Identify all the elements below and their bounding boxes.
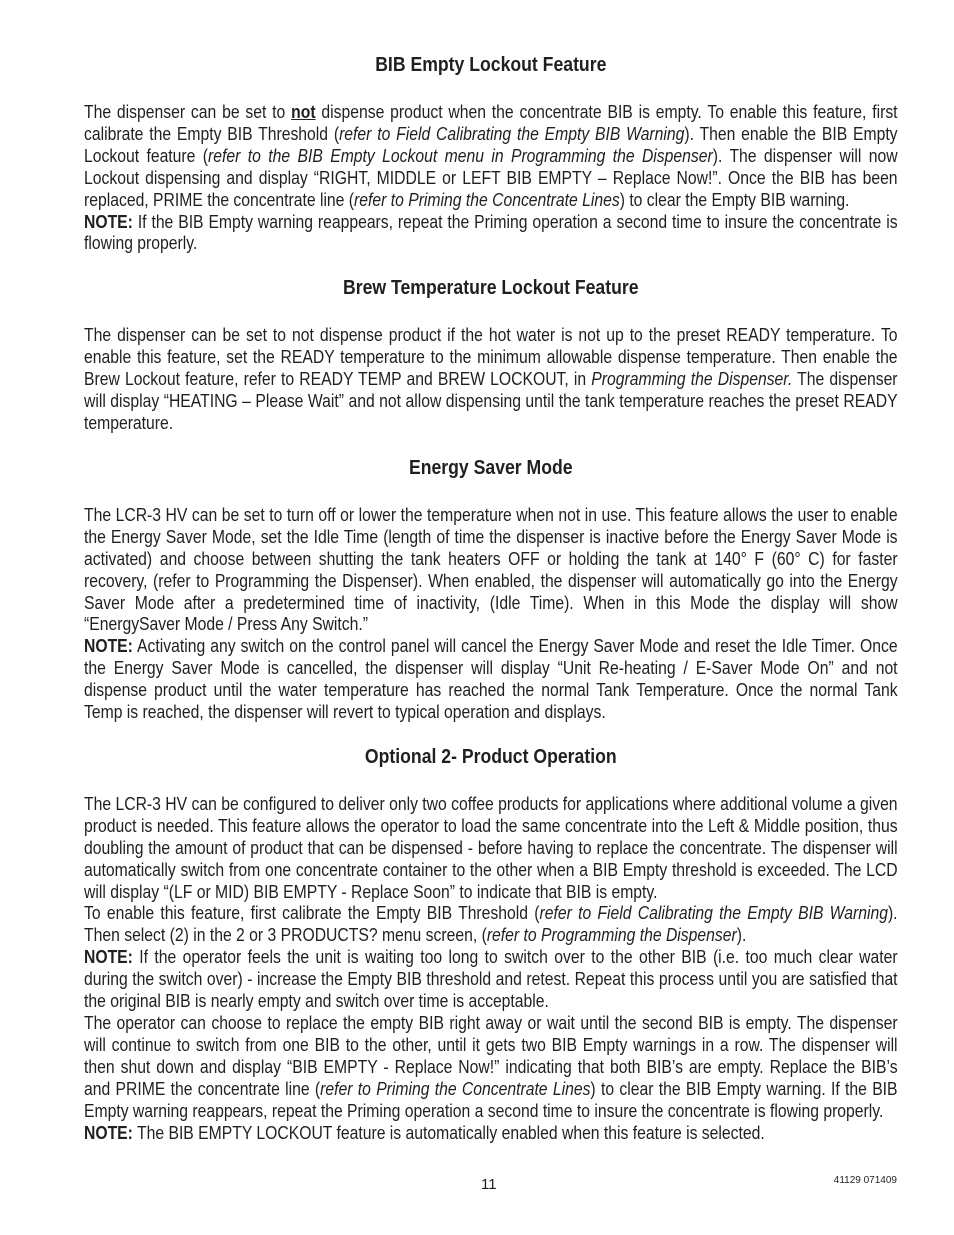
reference-text: Programming the Dispenser. — [591, 368, 793, 390]
section-heading: Optional 2- Product Operation — [364, 744, 617, 768]
page-number: 11 — [481, 1176, 497, 1193]
note-label: NOTE: — [84, 635, 133, 657]
reference-text: refer to Field Calibrating the Empty BIB Warning — [539, 902, 888, 924]
text: ). Then enable the BIB Empty Lockout feature ( — [84, 122, 898, 166]
paragraph — [84, 324, 898, 434]
document-body — [84, 51, 898, 1163]
text: The operator can choose to replace the empty BIB right away or wait until the second BIB is empty. The dispenser will continue to switch from one BIB to the other, until it gets two BIB Empty warnings in a row. The dispenser will then shut down and display “BIB EMPTY - Replace Now!” indicating that both BIB’s are empty. Replace the BIB’s and PRIME the concentrate line ( — [84, 1012, 898, 1099]
section-heading: Energy Saver Mode — [408, 455, 573, 479]
paragraph — [84, 902, 898, 946]
note-label: NOTE: — [84, 946, 133, 968]
text: ). Then select (2) in the 2 or 3 PRODUCTS? menu screen, ( — [84, 902, 898, 946]
text: ). — [736, 924, 747, 946]
note-text: The BIB EMPTY LOCKOUT feature is automatically enabled when this feature is selected. — [132, 1121, 765, 1143]
note-text: Activating any switch on the control panel will cancel the Energy Saver Mode and reset the Idle Timer. Once the Energy Saver Mode is cancelled, the dispenser will display “Unit Re-heating / E-Saver Mode On” and not dispense product until the water temperature has reached the normal Tank Temperature. Once the normal Tank Temp is reached, the dispenser will revert to typical operation and displays. — [84, 635, 898, 723]
text: The dispenser can be set to not dispense product if the hot water is not up to the preset READY temperature. To enable this feature, set the READY temperature to the minimum allowable dispense temperature. Then enable the Brew Lockout feature, refer to READY TEMP and BREW LOCKOUT, in — [84, 324, 898, 390]
section-heading: BIB Empty Lockout Feature — [375, 53, 607, 76]
reference-text: refer to Priming the Concentrate Lines — [354, 188, 620, 210]
paragraph — [84, 504, 898, 635]
note-paragraph — [84, 635, 898, 723]
text: dispense product when the concentrate BIB is empty. To enable this feature, first calibrate the Empty BIB Threshold ( — [84, 101, 898, 144]
text: ) to clear the Empty BIB warning. — [619, 188, 850, 210]
text: To enable this feature, first calibrate the Empty BIB Threshold ( — [84, 902, 540, 924]
section-bib-empty-lockout — [84, 51, 898, 254]
text: The dispenser can be set to — [84, 101, 292, 122]
note-paragraph — [84, 946, 898, 1012]
note-label: NOTE: — [84, 1121, 133, 1143]
reference-text: refer to Field Calibrating the Empty BIB Warning — [339, 122, 685, 144]
reference-text: refer to Programming the Dispenser — [486, 924, 737, 946]
emphasis-text: not — [291, 101, 316, 122]
reference-text: refer to the BIB Empty Lockout menu in Programming the Dispenser — [208, 144, 713, 166]
text: The LCR-3 HV can be configured to deliver only two coffee products for applications where additional volume a given product is needed. This feature allows the operator to load the same concentrate into the Left & Middle position, thus doubling the amount of product that can be dispensed - before having to replace the concentrate. The dispenser will automatically switch from one concentrate container to the other when a BIB Empty threshold is exceeded. The LCD will display “(LF or MID) BIB EMPTY - Replace Soon” to indicate that BIB is empty. — [84, 792, 898, 902]
note-paragraph — [84, 211, 898, 255]
text: The dispenser will display “HEATING – Please Wait” and not allow dispensing until the tank temperature reaches the preset READY temperature. — [84, 368, 898, 433]
text: ) to clear the BIB Empty warning. If the BIB Empty warning reappears, repeat the Priming operation a second time to insure the concentrate is flowing properly. — [84, 1077, 898, 1121]
text: The LCR-3 HV can be set to turn off or lower the temperature when not in use. This feature allows the user to enable the Energy Saver Mode, set the Idle Time (length of time the dispenser is inactive before the Energy Saver Mode is activated) and choose between shutting the tank heaters OFF or holding the tank at 140° F (60° C) for faster recovery, (refer to Programming the Dispenser). When enabled, the dispenser will automatically go into the Energy Saver Mode after a predetermined time of inactivity, (Idle Time). When in this Mode the display will show “EnergySaver Mode / Press Any Switch.” — [84, 503, 898, 635]
paragraph — [84, 101, 898, 211]
note-label: NOTE: — [84, 210, 133, 232]
note-paragraph — [84, 1122, 898, 1144]
document-code: 41129 071409 — [833, 1175, 897, 1186]
section-optional-2-product — [84, 743, 898, 1144]
note-text: If the operator feels the unit is waiting too long to switch over to the other BIB (i.e. too much clear water during the switch over) - increase the Empty BIB threshold and retest. Repeat this process until you are satisfied that the original BIB is nearly empty and switch over time is acceptable. — [84, 946, 898, 1012]
paragraph — [84, 793, 898, 903]
section-heading: Brew Temperature Lockout Feature — [343, 276, 639, 300]
section-brew-temperature-lockout — [84, 274, 898, 434]
reference-text: refer to Priming the Concentrate Lines — [320, 1077, 591, 1099]
text: ). The dispenser will now Lockout dispensing and display “RIGHT, MIDDLE or LEFT BIB EMPTY – Replace Now!”. Once the BIB has been replaced, PRIME the concentrate line ( — [84, 144, 898, 210]
section-energy-saver-mode — [84, 454, 898, 723]
note-text: If the BIB Empty warning reappears, repeat the Priming operation a second time to insure the concentrate is flowing properly. — [84, 210, 898, 254]
paragraph — [84, 1012, 898, 1122]
